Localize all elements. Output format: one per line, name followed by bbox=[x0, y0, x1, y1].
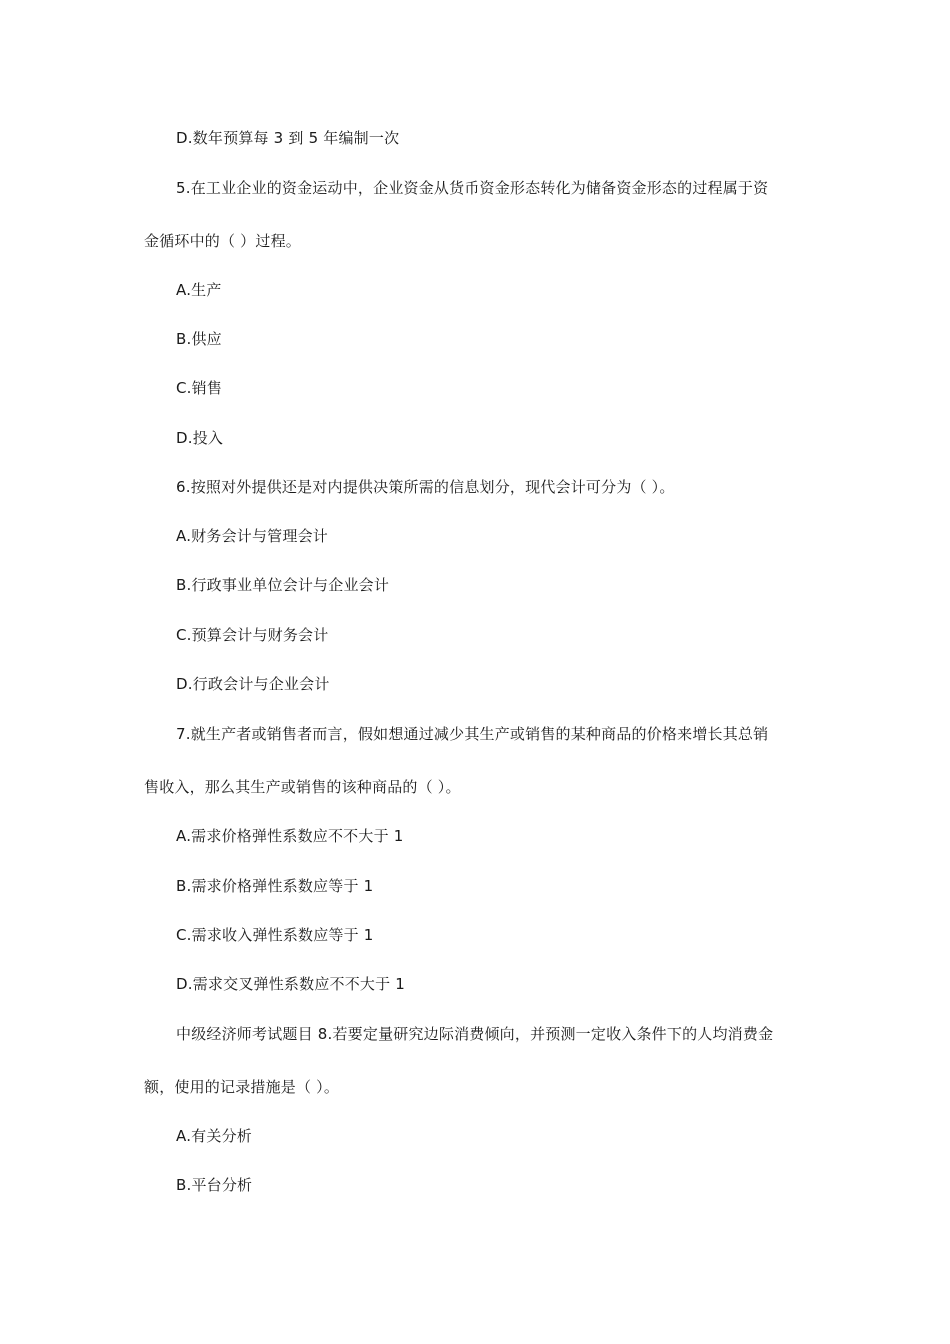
question-5-text-cont: 金循环中的（ ）过程。 bbox=[144, 232, 301, 250]
option-a: A.财务会计与管理会计 bbox=[176, 527, 328, 545]
question-6-text: 6.按照对外提供还是对内提供决策所需的信息划分，现代会计可分为（ ）。 bbox=[176, 478, 675, 496]
option-c: C.需求收入弹性系数应等于 1 bbox=[176, 926, 374, 944]
option-c: C.预算会计与财务会计 bbox=[176, 626, 329, 644]
question-8-text: 中级经济师考试题目 8.若要定量研究边际消费倾向，并预测一定收入条件下的人均消费金 bbox=[176, 1025, 774, 1043]
question-8-text-cont: 额，使用的记录措施是（ ）。 bbox=[144, 1078, 340, 1096]
option-d: D.投入 bbox=[176, 429, 224, 447]
option-b: B.平台分析 bbox=[176, 1176, 253, 1194]
option-b: B.需求价格弹性系数应等于 1 bbox=[176, 877, 374, 895]
question-7-text: 7.就生产者或销售者而言，假如想通过减少其生产或销售的某种商品的价格来增长其总销 bbox=[176, 725, 769, 743]
option-a: A.需求价格弹性系数应不不大于 1 bbox=[176, 827, 404, 845]
option-d: D.行政会计与企业会计 bbox=[176, 675, 330, 693]
option-a: A.生产 bbox=[176, 281, 222, 299]
option-d: D.需求交叉弹性系数应不不大于 1 bbox=[176, 975, 406, 993]
option-b: B.行政事业单位会计与企业会计 bbox=[176, 576, 390, 594]
text-line: D.数年预算每 3 到 5 年编制一次 bbox=[176, 129, 400, 147]
question-5-text: 5.在工业企业的资金运动中，企业资金从货币资金形态转化为储备资金形态的过程属于资 bbox=[176, 179, 769, 197]
option-c: C.销售 bbox=[176, 379, 223, 397]
option-b: B.供应 bbox=[176, 330, 222, 348]
question-7-text-cont: 售收入，那么其生产或销售的该种商品的（ ）。 bbox=[144, 778, 461, 796]
option-a: A.有关分析 bbox=[176, 1127, 252, 1145]
